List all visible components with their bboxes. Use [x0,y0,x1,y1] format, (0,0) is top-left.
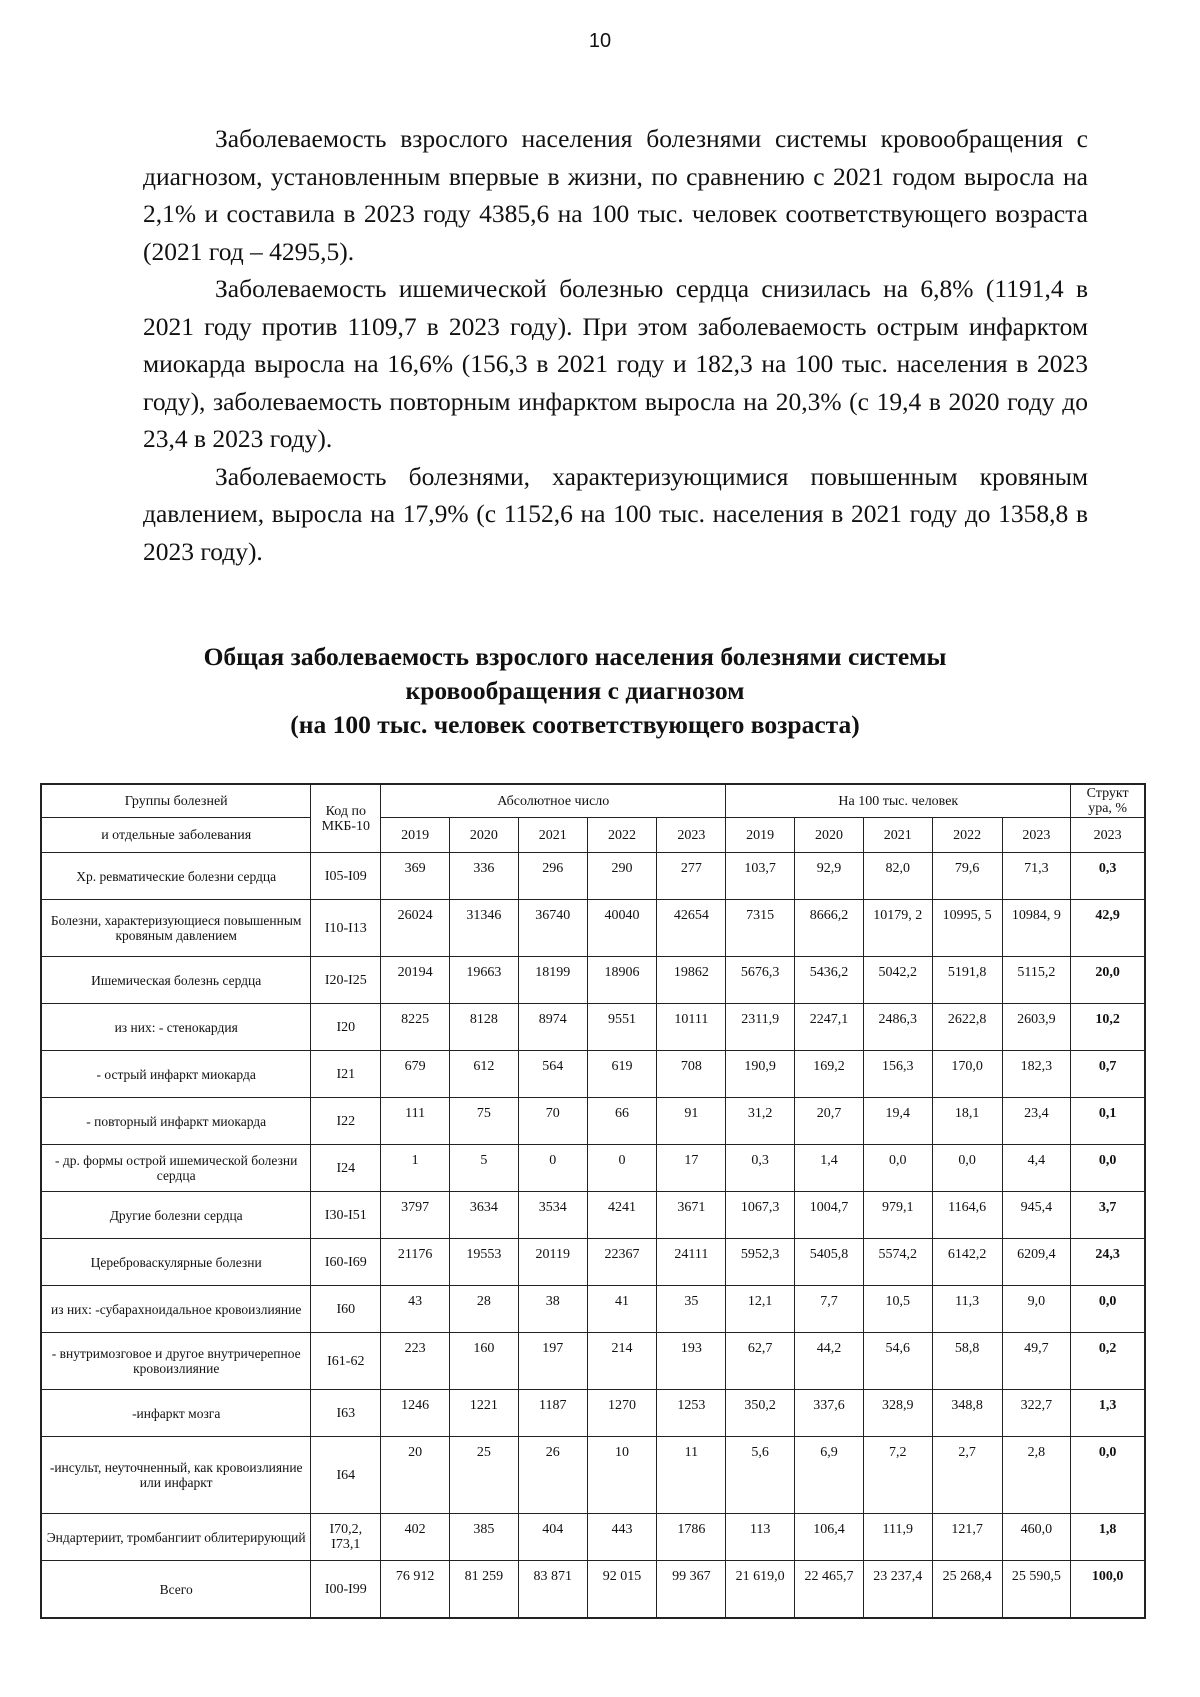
absolute-value: 296 [518,853,587,900]
absolute-value: 24111 [657,1239,726,1286]
per-100k-value: 1164,6 [932,1192,1002,1239]
per-100k-value: 337,6 [795,1390,864,1437]
absolute-value: 277 [657,853,726,900]
per-100k-value: 1067,3 [726,1192,795,1239]
disease-name: Цереброваскулярные болезни [41,1239,311,1286]
table-row [41,1561,1145,1619]
structure-percent: 20,0 [1071,957,1145,1004]
table-row [41,1390,1145,1437]
icd-code: I00-I99 [311,1561,381,1619]
absolute-value: 19663 [450,957,519,1004]
absolute-value: 1253 [657,1390,726,1437]
per-100k-value: 44,2 [795,1333,864,1390]
header-groups-line1: Группы болезней [41,784,311,818]
absolute-value: 1187 [518,1390,587,1437]
absolute-value: 31346 [450,900,519,957]
absolute-value: 8128 [450,1004,519,1051]
paragraph-1: Заболеваемость взрослого населения болезнями системы кровообращения с диагнозом, установленным впервые в жизни, по сравнению с 2021 годом выросла на 2,1% и составила в 2023 году 4385,6 на 100 тыс. человек соответствующего возраста (2021 год – 4295,5). [143,124,1088,266]
per-100k-value: 5042,2 [863,957,932,1004]
header-year: 2022 [932,818,1002,853]
absolute-value: 612 [450,1051,519,1098]
absolute-value: 1 [381,1145,450,1192]
per-100k-value: 11,3 [932,1286,1002,1333]
per-100k-value: 25 590,5 [1002,1561,1071,1619]
per-100k-value: 58,8 [932,1333,1002,1390]
header-code: Код по МКБ-10 [311,784,381,853]
header-year: 2019 [726,818,795,853]
absolute-value: 9551 [587,1004,657,1051]
per-100k-value: 10179, 2 [863,900,932,957]
per-100k-value: 23 237,4 [863,1561,932,1619]
structure-percent: 0,0 [1071,1145,1145,1192]
icd-code: I22 [311,1098,381,1145]
absolute-value: 92 015 [587,1561,657,1619]
per-100k-value: 2,8 [1002,1437,1071,1514]
structure-percent: 0,3 [1071,853,1145,900]
icd-code: I60 [311,1286,381,1333]
per-100k-value: 19,4 [863,1098,932,1145]
table-row [41,1437,1145,1514]
disease-name: из них: - стенокардия [41,1004,311,1051]
per-100k-value: 7315 [726,900,795,957]
table-title [0,640,1150,742]
absolute-value: 36740 [518,900,587,957]
absolute-value: 3797 [381,1192,450,1239]
table-row [41,1098,1145,1145]
structure-percent: 0,0 [1071,1286,1145,1333]
table-body [41,853,1145,1619]
per-100k-value: 350,2 [726,1390,795,1437]
per-100k-value: 111,9 [863,1514,932,1561]
absolute-value: 11 [657,1437,726,1514]
absolute-value: 160 [450,1333,519,1390]
disease-name: Другие болезни сердца [41,1192,311,1239]
per-100k-value: 6209,4 [1002,1239,1071,1286]
header-row-years [41,818,1145,853]
per-100k-value: 2603,9 [1002,1004,1071,1051]
absolute-value: 21176 [381,1239,450,1286]
per-100k-value: 979,1 [863,1192,932,1239]
absolute-value: 8225 [381,1004,450,1051]
per-100k-value: 0,0 [932,1145,1002,1192]
structure-percent: 42,9 [1071,900,1145,957]
per-100k-value: 71,3 [1002,853,1071,900]
header-structure: Структ ура, % [1071,784,1145,818]
absolute-value: 19553 [450,1239,519,1286]
absolute-value: 3671 [657,1192,726,1239]
absolute-value: 290 [587,853,657,900]
per-100k-value: 460,0 [1002,1514,1071,1561]
per-100k-value: 2486,3 [863,1004,932,1051]
table-title-line-1: Общая заболеваемость взрослого населения болезнями системы [203,642,947,671]
per-100k-value: 6,9 [795,1437,864,1514]
absolute-value: 38 [518,1286,587,1333]
absolute-value: 20194 [381,957,450,1004]
disease-name: - повторный инфаркт миокарда [41,1098,311,1145]
per-100k-value: 113 [726,1514,795,1561]
structure-percent: 0,2 [1071,1333,1145,1390]
absolute-value: 1270 [587,1390,657,1437]
per-100k-value: 5405,8 [795,1239,864,1286]
table-row [41,1004,1145,1051]
absolute-value: 369 [381,853,450,900]
per-100k-value: 8666,2 [795,900,864,957]
disease-name: - острый инфаркт миокарда [41,1051,311,1098]
per-100k-value: 54,6 [863,1333,932,1390]
absolute-value: 619 [587,1051,657,1098]
icd-code: I20 [311,1004,381,1051]
per-100k-value: 6142,2 [932,1239,1002,1286]
header-year: 2021 [863,818,932,853]
body-text [143,120,1088,570]
table-row [41,1514,1145,1561]
absolute-value: 0 [587,1145,657,1192]
absolute-value: 193 [657,1333,726,1390]
absolute-value: 4241 [587,1192,657,1239]
per-100k-value: 2622,8 [932,1004,1002,1051]
per-100k-value: 23,4 [1002,1098,1071,1145]
per-100k-value: 0,0 [863,1145,932,1192]
table-title-line-2: кровообращения с диагнозом [405,676,745,705]
per-100k-value: 10984, 9 [1002,900,1071,957]
absolute-value: 443 [587,1514,657,1561]
table-row [41,1239,1145,1286]
icd-code: I64 [311,1437,381,1514]
absolute-value: 223 [381,1333,450,1390]
table-row [41,1333,1145,1390]
disease-name: Всего [41,1561,311,1619]
absolute-value: 70 [518,1098,587,1145]
absolute-value: 0 [518,1145,587,1192]
absolute-value: 1221 [450,1390,519,1437]
absolute-value: 214 [587,1333,657,1390]
header-year: 2021 [518,818,587,853]
per-100k-value: 18,1 [932,1098,1002,1145]
per-100k-value: 7,2 [863,1437,932,1514]
per-100k-value: 170,0 [932,1051,1002,1098]
absolute-value: 40040 [587,900,657,957]
per-100k-value: 10995, 5 [932,900,1002,957]
absolute-value: 402 [381,1514,450,1561]
per-100k-value: 10,5 [863,1286,932,1333]
absolute-value: 41 [587,1286,657,1333]
per-100k-value: 5,6 [726,1437,795,1514]
per-100k-value: 106,4 [795,1514,864,1561]
icd-code: I24 [311,1145,381,1192]
absolute-value: 708 [657,1051,726,1098]
page-number: 10 [588,30,612,52]
icd-code: I10-I13 [311,900,381,957]
header-year: 2020 [450,818,519,853]
icd-code: I61-62 [311,1333,381,1390]
per-100k-value: 25 268,4 [932,1561,1002,1619]
absolute-value: 43 [381,1286,450,1333]
icd-code: I05-I09 [311,853,381,900]
header-row-top [41,784,1145,818]
icd-code: I60-I69 [311,1239,381,1286]
morbidity-table [40,783,1146,1619]
header-year: 2020 [795,818,864,853]
per-100k-value: 1004,7 [795,1192,864,1239]
disease-name: -инфаркт мозга [41,1390,311,1437]
icd-code: I30-I51 [311,1192,381,1239]
table-row [41,900,1145,957]
per-100k-value: 5436,2 [795,957,864,1004]
per-100k-value: 92,9 [795,853,864,900]
absolute-value: 91 [657,1098,726,1145]
per-100k-value: 156,3 [863,1051,932,1098]
disease-name: Ишемическая болезнь сердца [41,957,311,1004]
structure-percent: 3,7 [1071,1192,1145,1239]
per-100k-value: 190,9 [726,1051,795,1098]
absolute-value: 26 [518,1437,587,1514]
per-100k-value: 182,3 [1002,1051,1071,1098]
structure-percent: 100,0 [1071,1561,1145,1619]
per-100k-value: 12,1 [726,1286,795,1333]
per-100k-value: 5952,3 [726,1239,795,1286]
absolute-value: 75 [450,1098,519,1145]
absolute-value: 385 [450,1514,519,1561]
header-year: 2023 [1002,818,1071,853]
table-row [41,1286,1145,1333]
per-100k-value: 2311,9 [726,1004,795,1051]
absolute-value: 1786 [657,1514,726,1561]
per-100k-value: 2,7 [932,1437,1002,1514]
paragraph-2: Заболеваемость ишемической болезнью сердца снизилась на 6,8% (1191,4 в 2021 году против 1109,7 в 2023 году). При этом заболеваемость острым инфарктом миокарда выросла на 16,6% (156,3 в 2021 году и 182,3 на 100 тыс. населения в 2023 году), заболеваемость повторным инфарктом выросла на 20,3% (с 19,4 в 2020 году до 23,4 в 2023 году). [143,274,1088,453]
per-100k-value: 82,0 [863,853,932,900]
header-year: 2023 [657,818,726,853]
per-100k-value: 21 619,0 [726,1561,795,1619]
absolute-value: 35 [657,1286,726,1333]
per-100k-value: 169,2 [795,1051,864,1098]
disease-name: Эндартериит, тромбангиит облитерирующий [41,1514,311,1561]
absolute-value: 679 [381,1051,450,1098]
table-row [41,1051,1145,1098]
table-row [41,1192,1145,1239]
absolute-value: 18906 [587,957,657,1004]
absolute-value: 111 [381,1098,450,1145]
absolute-value: 20 [381,1437,450,1514]
structure-percent: 10,2 [1071,1004,1145,1051]
disease-name: -инсульт, неуточненный, как кровоизлияние или инфаркт [41,1437,311,1514]
disease-name: - внутримозговое и другое внутричерепное кровоизлияние [41,1333,311,1390]
absolute-value: 8974 [518,1004,587,1051]
per-100k-value: 5191,8 [932,957,1002,1004]
structure-percent: 24,3 [1071,1239,1145,1286]
table-row [41,957,1145,1004]
absolute-value: 42654 [657,900,726,957]
icd-code: I63 [311,1390,381,1437]
per-100k-value: 322,7 [1002,1390,1071,1437]
absolute-value: 5 [450,1145,519,1192]
disease-name: Болезни, характеризующиеся повышенным кровяным давлением [41,900,311,957]
absolute-value: 99 367 [657,1561,726,1619]
header-structure-year: 2023 [1071,818,1145,853]
per-100k-value: 20,7 [795,1098,864,1145]
absolute-value: 3534 [518,1192,587,1239]
header-year: 2022 [587,818,657,853]
per-100k-value: 1,4 [795,1145,864,1192]
absolute-value: 26024 [381,900,450,957]
disease-name: Хр. ревматические болезни сердца [41,853,311,900]
absolute-value: 18199 [518,957,587,1004]
absolute-value: 1246 [381,1390,450,1437]
absolute-value: 20119 [518,1239,587,1286]
per-100k-value: 103,7 [726,853,795,900]
structure-percent: 1,8 [1071,1514,1145,1561]
absolute-value: 66 [587,1098,657,1145]
per-100k-value: 328,9 [863,1390,932,1437]
absolute-value: 83 871 [518,1561,587,1619]
per-100k-value: 5115,2 [1002,957,1071,1004]
per-100k-value: 4,4 [1002,1145,1071,1192]
absolute-value: 17 [657,1145,726,1192]
per-100k-value: 31,2 [726,1098,795,1145]
absolute-value: 404 [518,1514,587,1561]
structure-percent: 0,7 [1071,1051,1145,1098]
header-groups-line2: и отдельные заболевания [41,818,311,853]
absolute-value: 10111 [657,1004,726,1051]
structure-percent: 1,3 [1071,1390,1145,1437]
icd-code: I70,2, I73,1 [311,1514,381,1561]
table-row [41,1145,1145,1192]
per-100k-value: 0,3 [726,1145,795,1192]
table-title-line-3: (на 100 тыс. человек соответствующего возраста) [290,710,860,739]
per-100k-value: 2247,1 [795,1004,864,1051]
per-100k-value: 121,7 [932,1514,1002,1561]
per-100k-value: 945,4 [1002,1192,1071,1239]
structure-percent: 0,0 [1071,1437,1145,1514]
disease-name: - др. формы острой ишемической болезни сердца [41,1145,311,1192]
absolute-value: 10 [587,1437,657,1514]
paragraph-3: Заболеваемость болезнями, характеризующимися повышенным кровяным давлением, выросла на 17,9% (с 1152,6 на 100 тыс. населения в 2021 году до 1358,8 в 2023 году). [143,461,1088,566]
per-100k-value: 22 465,7 [795,1561,864,1619]
structure-percent: 0,1 [1071,1098,1145,1145]
per-100k-value: 348,8 [932,1390,1002,1437]
per-100k-value: 5676,3 [726,957,795,1004]
absolute-value: 197 [518,1333,587,1390]
absolute-value: 22367 [587,1239,657,1286]
absolute-value: 336 [450,853,519,900]
absolute-value: 3634 [450,1192,519,1239]
header-year: 2019 [381,818,450,853]
icd-code: I20-I25 [311,957,381,1004]
absolute-value: 564 [518,1051,587,1098]
per-100k-value: 79,6 [932,853,1002,900]
absolute-value: 25 [450,1437,519,1514]
table-row [41,853,1145,900]
absolute-value: 76 912 [381,1561,450,1619]
absolute-value: 81 259 [450,1561,519,1619]
absolute-value: 28 [450,1286,519,1333]
header-absolute: Абсолютное число [381,784,726,818]
absolute-value: 19862 [657,957,726,1004]
per-100k-value: 49,7 [1002,1333,1071,1390]
header-per-100k: На 100 тыс. человек [726,784,1071,818]
per-100k-value: 7,7 [795,1286,864,1333]
icd-code: I21 [311,1051,381,1098]
per-100k-value: 62,7 [726,1333,795,1390]
per-100k-value: 5574,2 [863,1239,932,1286]
disease-name: из них: -субарахноидальное кровоизлияние [41,1286,311,1333]
per-100k-value: 9,0 [1002,1286,1071,1333]
